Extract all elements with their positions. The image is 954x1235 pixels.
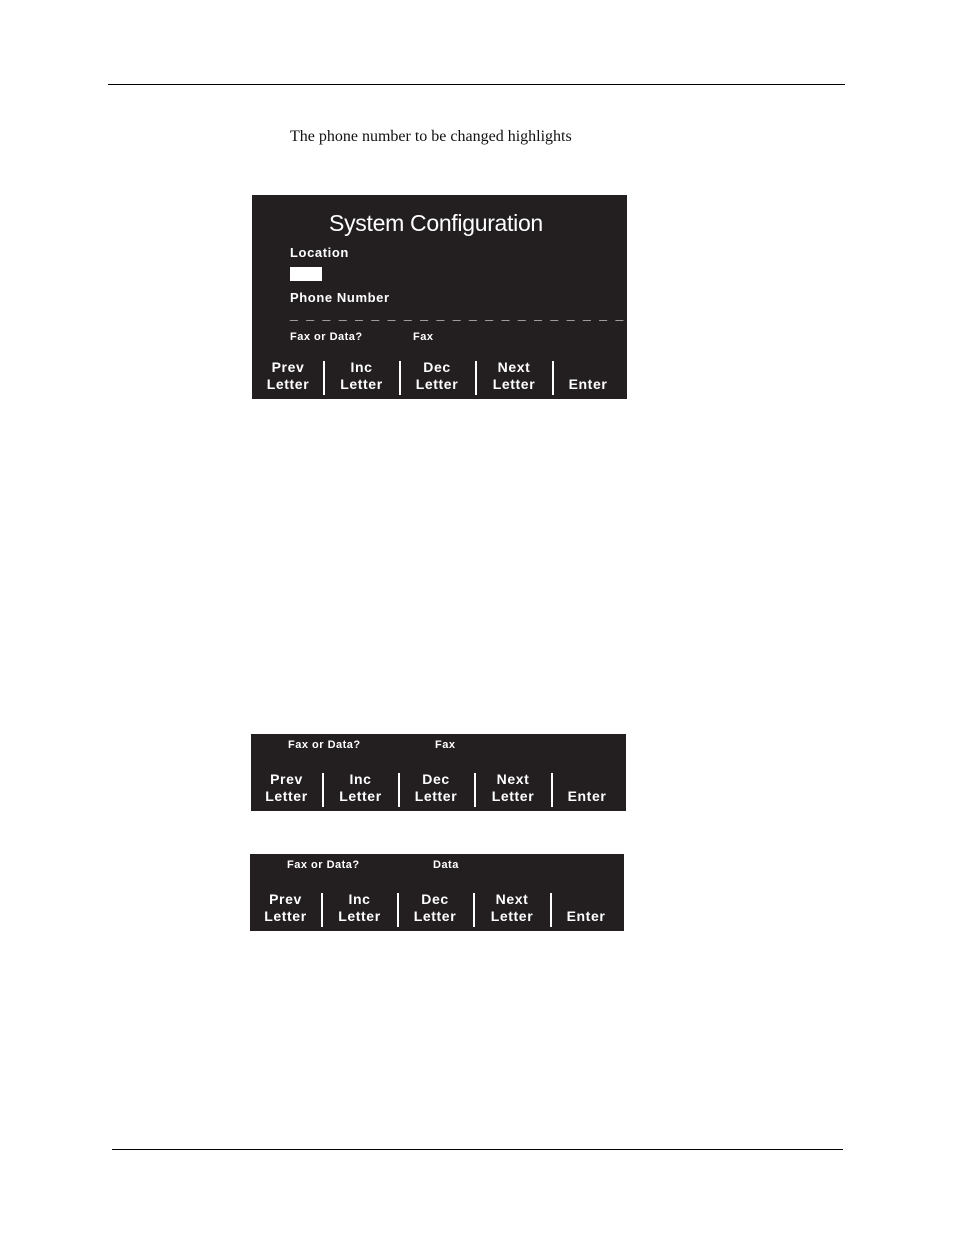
- inc-letter-button[interactable]: Inc Letter: [339, 771, 382, 804]
- softkey-row: [250, 891, 624, 927]
- fax-selection-screen: [251, 734, 626, 811]
- screen-title: System Configuration: [329, 210, 543, 236]
- location-cursor[interactable]: [290, 267, 322, 281]
- prev-letter-button[interactable]: Prev Letter: [266, 359, 310, 392]
- dec-letter-button[interactable]: Dec Letter: [415, 359, 459, 392]
- enter-button[interactable]: Enter: [568, 376, 608, 392]
- location-label: Location: [290, 245, 349, 260]
- inc-letter-button[interactable]: Inc Letter: [338, 891, 381, 924]
- softkey-row: [252, 359, 627, 395]
- fax-or-data-value: Fax: [435, 739, 456, 751]
- phone-number-label: Phone Number: [290, 290, 390, 305]
- enter-button[interactable]: Enter: [567, 788, 607, 804]
- data-selection-screen: [250, 854, 624, 931]
- dec-letter-button[interactable]: Dec Letter: [413, 891, 457, 924]
- next-letter-button[interactable]: Next Letter: [491, 771, 535, 804]
- footer-rule: [112, 1149, 843, 1150]
- fax-or-data-value: Data: [433, 859, 459, 871]
- enter-button[interactable]: Enter: [566, 908, 606, 924]
- fax-or-data-value: Fax: [413, 331, 434, 343]
- next-letter-button[interactable]: Next Letter: [490, 891, 534, 924]
- intro-text: The phone number to be changed highlights: [290, 128, 572, 145]
- next-letter-button[interactable]: Next Letter: [492, 359, 536, 392]
- fax-or-data-label: Fax or Data?: [288, 739, 361, 751]
- header-rule: [108, 84, 845, 85]
- prev-letter-button[interactable]: Prev Letter: [265, 771, 308, 804]
- fax-or-data-label: Fax or Data?: [287, 859, 360, 871]
- phone-number-field[interactable]: _ _ _ _ _ _ _ _ _ _ _ _ _ _ _ _ _ _ _ _ _ _ _ _ _ _: [290, 306, 707, 322]
- fax-or-data-label: Fax or Data?: [290, 331, 363, 343]
- inc-letter-button[interactable]: Inc Letter: [340, 359, 383, 392]
- dec-letter-button[interactable]: Dec Letter: [414, 771, 458, 804]
- prev-letter-button[interactable]: Prev Letter: [264, 891, 307, 924]
- softkey-row: [251, 771, 626, 807]
- system-configuration-screen: [252, 195, 707, 399]
